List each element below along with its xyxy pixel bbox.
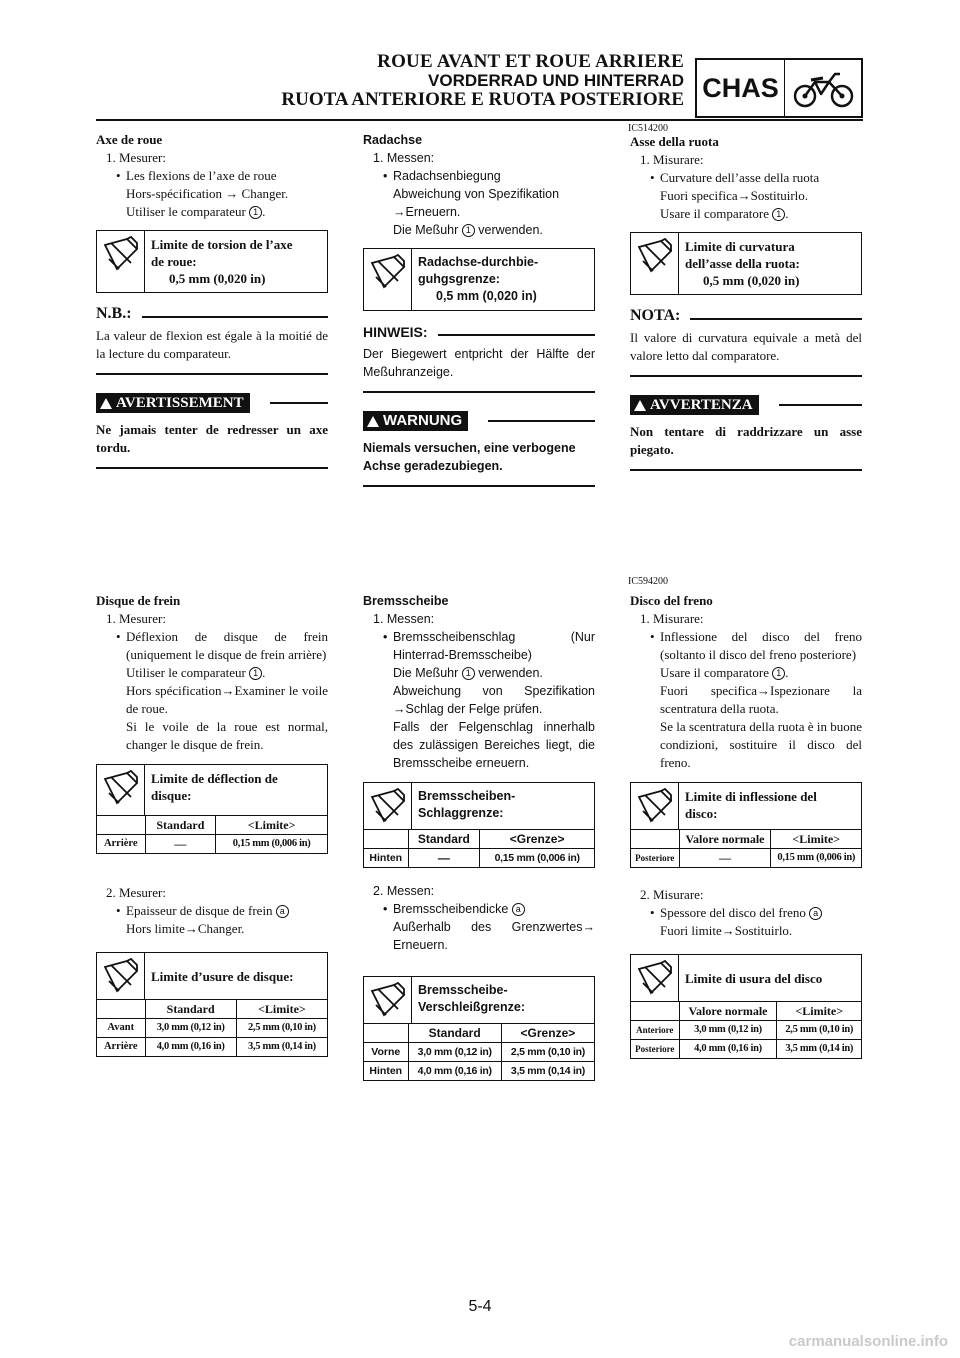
it-disc-line4: Se la scentratura della ruota è in buone condizioni, sostituire il disco del freno. — [660, 719, 862, 770]
fr-axle-spec-box — [96, 230, 328, 293]
table-row: Arrière — 0,15 mm (0,006 in) — [97, 835, 327, 854]
page-header — [281, 52, 684, 109]
header-title-fr: ROUE AVANT ET ROUE ARRIERE — [377, 51, 684, 72]
it-warning-badge: AVVERTENZA — [630, 395, 759, 415]
fr-disc-deflection-spec — [96, 764, 328, 854]
fr-disc-section — [96, 592, 328, 1057]
fr-warning-text: Ne jamais tenter de redresser un axe tordu. — [96, 422, 328, 455]
fr-disc-spec2-label: Limite d’usure de disque: — [151, 968, 294, 984]
watermark: carmanualsonline.info — [788, 1333, 948, 1350]
de-axle-note-text: Der Biegewert entpricht der Hälfte der Meßuhranzeige. — [363, 347, 595, 379]
it-disc-wear-spec — [630, 954, 862, 1059]
it-disc-spec1-label-1: Limite di inflessione del — [685, 789, 817, 804]
it-disc-inflection-table: Valore normale <Limite> Posteriore — 0,15 mm (0,006 in) — [631, 829, 861, 867]
it-axle-spec-label-2: dell’asse della ruota: — [685, 256, 800, 271]
wrench-hand-icon — [97, 765, 145, 815]
fr-disc-spec1-label-1: Limite de déflection de — [151, 771, 278, 786]
it-warning-header — [630, 395, 862, 415]
de-axle-section — [363, 131, 595, 487]
wrench-hand-icon — [631, 783, 679, 829]
it-disc-wear-table: Valore normale <Limite> Anteriore 3,0 mm (0,12 in) 2,5 mm (0,10 in) Posteriore 4,0 mm (0,16 in) 3,5 mm (0,14 in) — [631, 1001, 861, 1058]
it-note-rule — [630, 375, 862, 377]
it-disc-step1: 1. Misurare: — [640, 611, 704, 626]
callout-1: 1 — [249, 667, 262, 680]
wrench-hand-icon — [631, 955, 679, 1001]
fr-axle-note-text: La valeur de flexion est égale à la moitié de la lecture du comparateur. — [96, 328, 328, 361]
it-disc-bullet2: • Spessore del disco del freno a — [630, 904, 862, 922]
de-axle-spec-label-2: guhgsgrenze: — [418, 272, 500, 286]
de-warning-rule — [363, 485, 595, 487]
fr-axle-spec-label-2: de roue: — [151, 254, 197, 269]
table-row: Posteriore — 0,15 mm (0,006 in) — [631, 849, 861, 868]
de-disc-spec2-label-2: Verschleißgrenze: — [418, 1000, 525, 1014]
table-row: Posteriore 4,0 mm (0,16 in) 3,5 mm (0,14 in) — [631, 1040, 861, 1059]
it-warning-text: Non tentare di raddrizzare un asse piegato. — [630, 424, 862, 457]
wrench-hand-icon — [97, 953, 145, 999]
it-disc-bullet1: • Inflessione del disco del freno (soltanto il disco del freno posteriore) — [630, 628, 862, 664]
fr-disc-step1: 1. Mesurer: — [106, 611, 166, 626]
de-axle-step1: 1. Messen: — [373, 151, 435, 165]
fr-disc-bullet1: • Déflexion de disque de frein (uniquement le disque de frein arrière) — [96, 628, 328, 664]
warning-icon — [100, 398, 112, 409]
de-disc-step2: 2. Messen: — [373, 884, 435, 898]
fr-disc-line4: Si le voile de la roue est normal, changer le disque de frein. — [126, 719, 328, 752]
fr-axle-line2: Hors-spécification → Changer. — [126, 186, 289, 201]
callout-1: 1 — [249, 206, 262, 219]
it-axle-line2: Fuori specifica→Sostituirlo. — [660, 188, 809, 203]
wrench-hand-icon — [364, 783, 412, 829]
de-disc-bullet1: • Bremsscheibenschlag (Nur Hinterrad-Bremsscheibe) — [363, 628, 595, 664]
it-warning-rule — [630, 469, 862, 471]
table-row: Anteriore 3,0 mm (0,12 in) 2,5 mm (0,10 in) — [631, 1021, 861, 1040]
fr-axle-step1: 1. Mesurer: — [106, 150, 166, 165]
it-axle-spec-box — [630, 232, 862, 295]
fr-axle-spec-label-1: Limite de torsion de l’axe — [151, 237, 293, 252]
wrench-hand-icon — [364, 977, 412, 1023]
de-axle-note-header — [363, 323, 595, 341]
de-disc-spec1-label-2: Schlaggrenze: — [418, 806, 504, 820]
de-disc-wear-spec — [363, 976, 595, 1081]
de-disc-step1: 1. Messen: — [373, 612, 435, 626]
it-axle-note-header — [630, 307, 862, 325]
section-code-disc: IC594200 — [628, 576, 668, 587]
it-disc-section — [630, 592, 862, 1059]
table-row: Hinten 4,0 mm (0,16 in) 3,5 mm (0,14 in) — [364, 1062, 594, 1081]
it-disc-line2: Usare il comparatore 1 . — [660, 665, 789, 680]
wrench-hand-icon — [631, 233, 679, 294]
de-note-rule — [363, 391, 595, 393]
de-disc-spec2-label-1: Bremsscheibe- — [418, 983, 508, 997]
fr-note-label: N.B.: — [96, 305, 132, 322]
page-number: 5-4 — [468, 1298, 492, 1315]
de-warning-header — [363, 411, 595, 431]
fr-axle-section — [96, 131, 328, 469]
fr-axle-line3: Utiliser le comparateur 1 . — [126, 204, 266, 219]
it-disc-spec1-label-2: disco: — [685, 806, 718, 821]
it-axle-bullet: • Curvature dell’asse della ruota — [630, 169, 862, 187]
it-axle-section — [630, 133, 862, 471]
header-title-de: VORDERRAD UND HINTERRAD — [428, 71, 684, 90]
de-disc-title: Bremsscheibe — [363, 594, 449, 608]
it-note-label: NOTA: — [630, 307, 681, 324]
de-axle-line2: Abweichung von Spezifikation →Erneuern. — [393, 187, 560, 219]
it-disc-line3: Fuori specifica→Ispezionare la scentratura della ruota. — [660, 683, 862, 716]
fr-disc-wear-table: Standard <Limite> Avant 3,0 mm (0,12 in) 2,5 mm (0,10 in) Arrière 4,0 mm (0,16 in) 3,5 mm (0,14 in) — [97, 999, 327, 1056]
fr-disc-title: Disque de frein — [96, 593, 181, 608]
it-disc-step2: 2. Misurare: — [640, 887, 704, 902]
motorcycle-icon — [785, 60, 861, 116]
table-row: Arrière 4,0 mm (0,16 in) 3,5 mm (0,14 in) — [97, 1038, 327, 1057]
callout-1: 1 — [772, 208, 785, 221]
de-disc-line4: Falls der Felgenschlag innerhalb des zulässigen Bereiches liegt, die Bremsscheibe erneuern. — [393, 720, 595, 770]
fr-disc-line3: Hors spécification→Examiner le voile de roue. — [126, 683, 328, 716]
de-disc-bullet2: • Bremsscheibendicke a — [363, 900, 595, 918]
fr-disc-wear-spec — [96, 952, 328, 1057]
section-label: CHAS — [697, 60, 785, 116]
fr-axle-title: Axe de roue — [96, 132, 163, 147]
de-disc-line2: Die Meßuhr 1 verwenden. — [393, 666, 543, 680]
de-axle-bullet: • Radachsenbiegung — [363, 167, 595, 185]
de-disc-runout-table: Standard <Grenze> Hinten — 0,15 mm (0,006 in) — [364, 829, 594, 867]
header-rule — [96, 119, 863, 121]
it-axle-spec-label-1: Limite di curvatura — [685, 239, 795, 254]
callout-1: 1 — [772, 667, 785, 680]
de-warning-text: Niemals versuchen, eine verbogene Achse geradezubiegen. — [363, 441, 576, 473]
fr-note-rule — [96, 373, 328, 375]
warning-icon — [367, 416, 379, 427]
fr-warning-badge: AVERTISSEMENT — [96, 393, 250, 413]
wrench-hand-icon — [364, 249, 412, 310]
de-warning-badge: WARNUNG — [363, 411, 468, 431]
de-disc-wear-table: Standard <Grenze> Vorne 3,0 mm (0,12 in) 2,5 mm (0,10 in) Hinten 4,0 mm (0,16 in) 3,5 mm (0,14 in) — [364, 1023, 594, 1080]
fr-disc-line2: Utiliser le comparateur 1 . — [126, 665, 266, 680]
warning-icon — [634, 400, 646, 411]
wrench-hand-icon — [97, 231, 145, 292]
fr-axle-spec-value: 0,5 mm (0,020 in) — [169, 271, 266, 286]
section-code-axle: IC514200 — [628, 123, 668, 134]
fr-axle-bullet: • Les flexions de l’axe de roue — [96, 167, 328, 185]
de-axle-spec-value: 0,5 mm (0,020 in) — [436, 289, 537, 303]
callout-a: a — [276, 905, 289, 918]
it-axle-title: Asse della ruota — [630, 134, 719, 149]
fr-warning-header — [96, 393, 328, 413]
fr-disc-bullet2: • Epaisseur de disque de frein a — [96, 902, 328, 920]
de-note-label: HINWEIS: — [363, 324, 428, 340]
de-axle-line3: Die Meßuhr 1 verwenden. — [393, 223, 543, 237]
it-disc-spec2-label: Limite di usura del disco — [685, 970, 823, 986]
header-title-it: RUOTA ANTERIORE E RUOTA POSTERIORE — [281, 89, 684, 110]
de-axle-title: Radachse — [363, 133, 423, 147]
de-axle-spec-label-1: Radachse-durchbie- — [418, 255, 539, 269]
callout-a: a — [512, 903, 525, 916]
table-row: Avant 3,0 mm (0,12 in) 2,5 mm (0,10 in) — [97, 1019, 327, 1038]
de-axle-spec-box — [363, 248, 595, 311]
fr-disc-deflection-table: Standard <Limite> Arrière — 0,15 mm (0,006 in) — [97, 815, 327, 853]
it-disc-line5: Fuori limite→Sostituirlo. — [660, 923, 793, 938]
table-row: Vorne 3,0 mm (0,12 in) 2,5 mm (0,10 in) — [364, 1043, 594, 1062]
fr-warning-rule — [96, 467, 328, 469]
de-disc-line5: Außerhalb des Grenzwertes→ Erneuern. — [393, 920, 595, 952]
de-disc-section — [363, 592, 595, 1081]
it-axle-step1: 1. Misurare: — [640, 152, 704, 167]
it-disc-inflection-spec — [630, 782, 862, 868]
fr-disc-line5: Hors limite→Changer. — [126, 921, 245, 936]
section-badge — [695, 58, 863, 118]
callout-1: 1 — [462, 667, 475, 680]
de-disc-spec1-label-1: Bremsscheiben- — [418, 789, 516, 803]
callout-a: a — [809, 907, 822, 920]
fr-disc-step2: 2. Mesurer: — [106, 885, 166, 900]
callout-1: 1 — [462, 224, 475, 237]
fr-disc-spec1-label-2: disque: — [151, 788, 192, 803]
fr-axle-note-header — [96, 305, 328, 323]
it-axle-line3: Usare il comparatore 1 . — [660, 206, 789, 221]
de-disc-runout-spec — [363, 782, 595, 868]
table-row: Hinten — 0,15 mm (0,006 in) — [364, 849, 594, 868]
it-axle-spec-value: 0,5 mm (0,020 in) — [703, 273, 800, 288]
it-axle-note-text: Il valore di curvatura equivale a metà del valore letto dal comparatore. — [630, 330, 862, 363]
it-disc-title: Disco del freno — [630, 593, 713, 608]
de-disc-line3: Abweichung von Spezifikation →Schlag der Felge prüfen. — [393, 684, 595, 716]
